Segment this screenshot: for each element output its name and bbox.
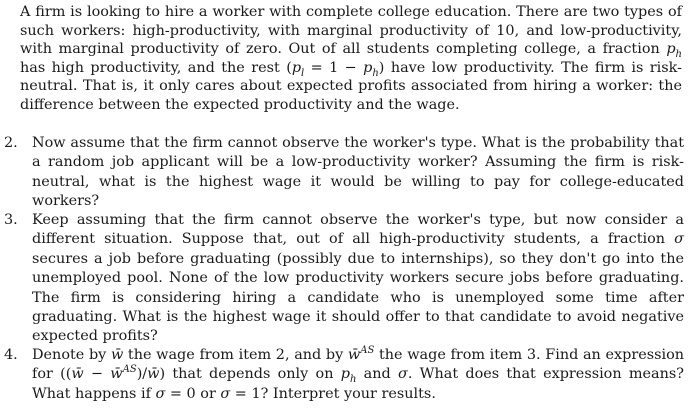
- question-item-4: [4, 346, 684, 404]
- question-text: Keep assuming that the firm cannot observe the worker's type, but now consider a different situation. Suppose that, out of all high-productivity students, a fraction σ secures a job before graduating (possibly due to internships), so they don't go into the unemployed pool. None of the low productivity workers secure jobs before graduating. The firm is considering hiring a candidate who is unemployed some time after graduating. What is the highest wage it should offer to that candidate to avoid negative expected profits?: [32, 212, 684, 345]
- question-text: Denote by w̄ the wage from item 2, and by w̄$^{AS}$ the wage from item 3. Find an expression for ((w̄ − w̄$^{AS}$)/w̄) that depends only on $p_h$ and σ. What does that expression means? What happens if σ = 0 or σ = 1? Interpret your results.: [32, 345, 685, 402]
- question-number: 2.: [4, 135, 18, 151]
- intro-paragraph: A firm is looking to hire a worker with complete college education. There are two types of such workers: high-productivity, with marginal productivity of 10, and low-productivity, with marginal productivity of zero. Out of all students completing college, a fraction $p_h$ has high productivity, and the rest $(p_l = 1 - p_h)$ have low productivity. The firm is risk-neutral. That is, it only cares about expected profits associated from hiring a worker: the difference between the expected productivity and the wage.: [20, 4, 682, 113]
- question-number: 3.: [4, 212, 18, 228]
- question-item-3: [4, 211, 684, 347]
- question-item-2: [4, 134, 684, 212]
- question-number: 4.: [4, 347, 18, 363]
- question-text: Now assume that the firm cannot observe the worker's type. What is the probability that a random job applicant will be a low-productivity worker? Assuming the firm is risk-neutral, what is the highest wage it would be willing to pay for college-educated workers?: [32, 135, 684, 210]
